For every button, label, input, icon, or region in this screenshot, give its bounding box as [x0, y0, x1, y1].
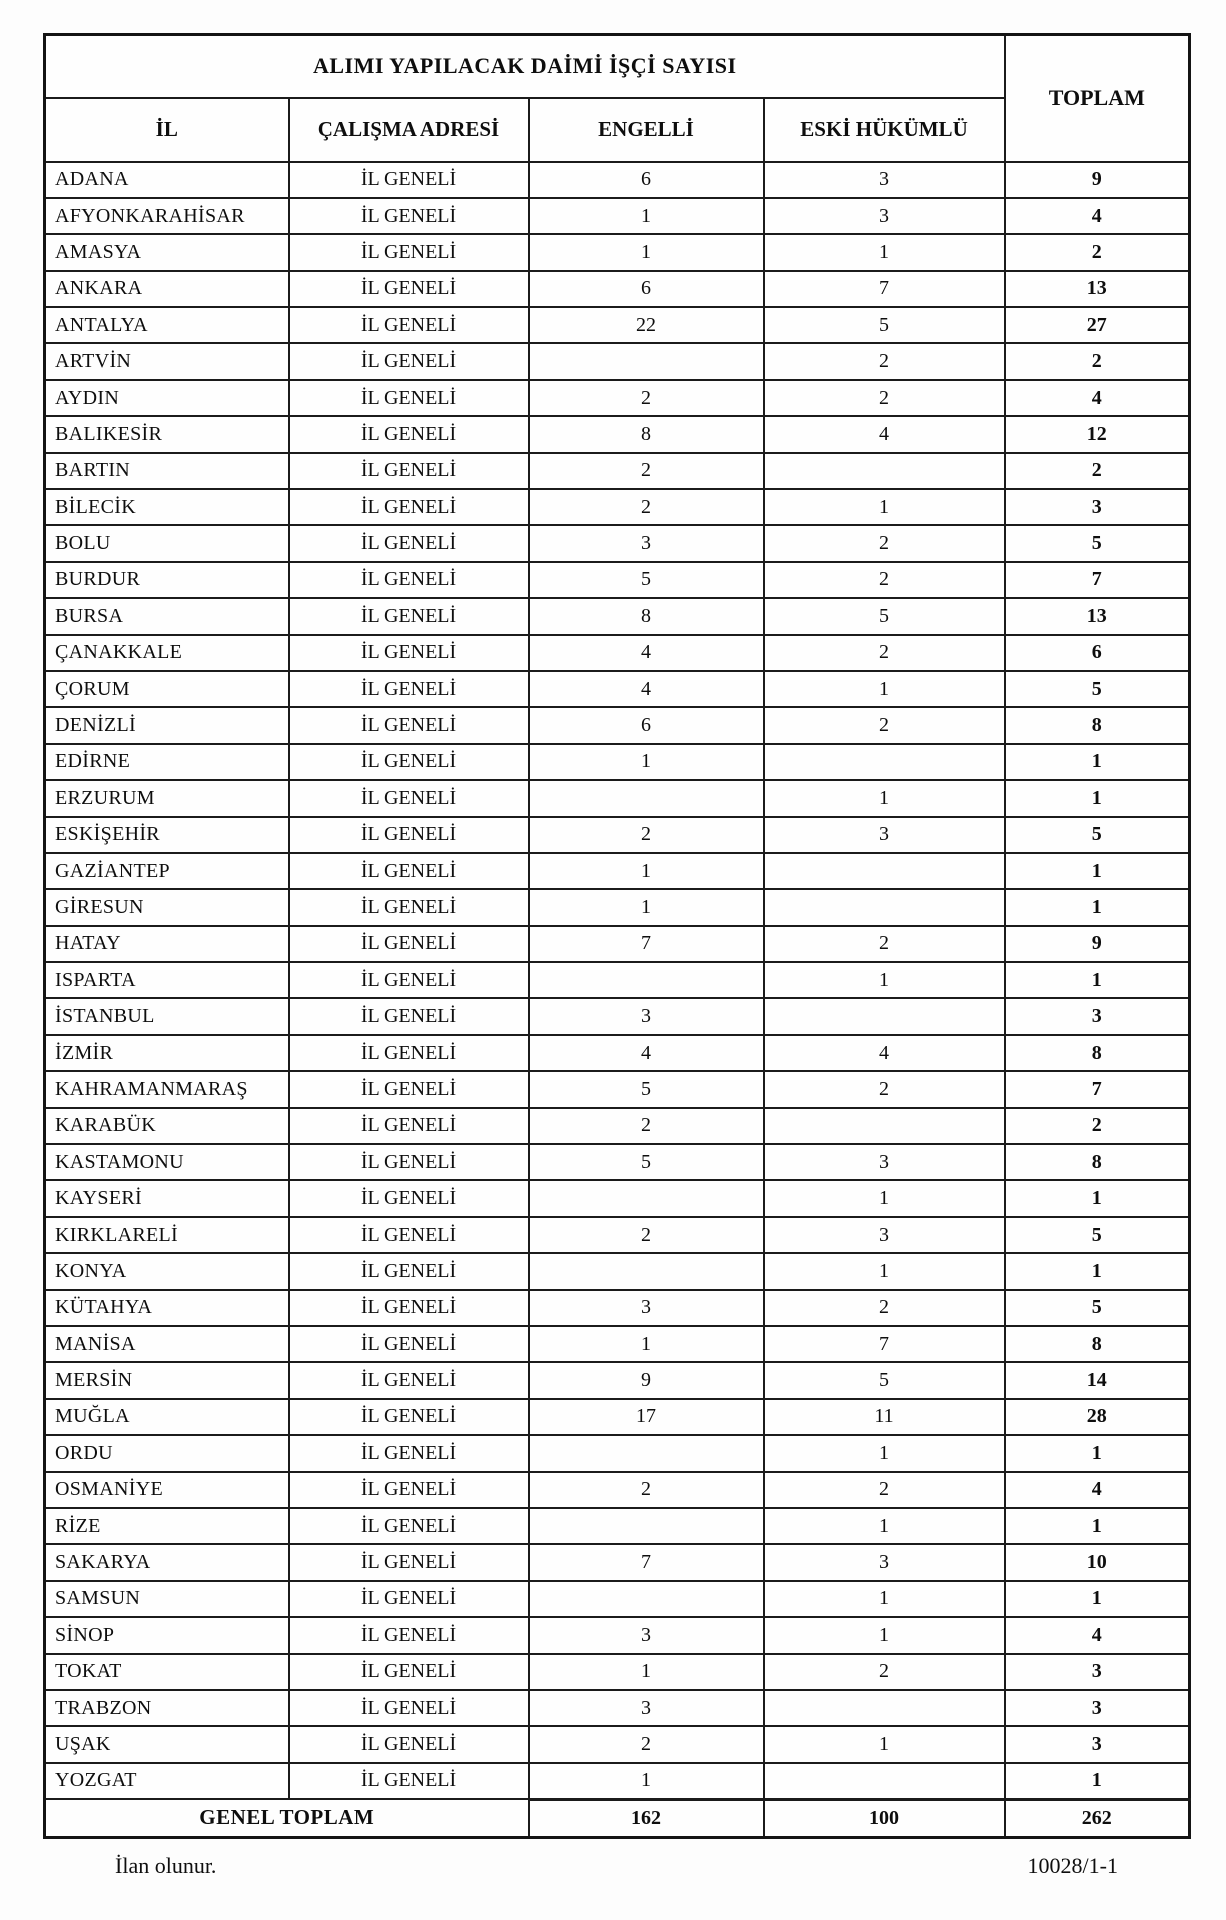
table-title: ALIMI YAPILACAK DAİMİ İŞÇİ SAYISI — [45, 35, 1005, 98]
cell-eski-hukumlu: 1 — [764, 1617, 1005, 1653]
cell-eski-hukumlu: 3 — [764, 162, 1005, 198]
cell-engelli: 2 — [529, 1472, 764, 1508]
cell-adres: İL GENELİ — [289, 162, 529, 198]
cell-adres: İL GENELİ — [289, 926, 529, 962]
cell-adres: İL GENELİ — [289, 598, 529, 634]
cell-toplam: 3 — [1005, 489, 1190, 525]
cell-il: ÇORUM — [45, 671, 289, 707]
cell-il: BURSA — [45, 598, 289, 634]
cell-adres: İL GENELİ — [289, 453, 529, 489]
table-row — [45, 1726, 1190, 1762]
table-row — [45, 635, 1190, 671]
cell-il: RİZE — [45, 1508, 289, 1544]
cell-engelli: 4 — [529, 671, 764, 707]
table-row — [45, 1071, 1190, 1107]
cell-il: AYDIN — [45, 380, 289, 416]
table-row — [45, 416, 1190, 452]
cell-toplam: 8 — [1005, 707, 1190, 743]
cell-adres: İL GENELİ — [289, 1581, 529, 1617]
cell-adres: İL GENELİ — [289, 525, 529, 561]
cell-toplam: 2 — [1005, 234, 1190, 270]
cell-il: ISPARTA — [45, 962, 289, 998]
cell-toplam: 8 — [1005, 1144, 1190, 1180]
cell-toplam: 4 — [1005, 1472, 1190, 1508]
cell-adres: İL GENELİ — [289, 817, 529, 853]
cell-toplam: 1 — [1005, 853, 1190, 889]
cell-engelli: 5 — [529, 562, 764, 598]
cell-adres: İL GENELİ — [289, 198, 529, 234]
table-row — [45, 1399, 1190, 1435]
cell-il: İSTANBUL — [45, 998, 289, 1034]
cell-eski-hukumlu: 1 — [764, 1435, 1005, 1471]
table-row — [45, 198, 1190, 234]
cell-engelli: 1 — [529, 853, 764, 889]
cell-engelli: 3 — [529, 998, 764, 1034]
footer-announcement-text: İlan olunur. — [115, 1853, 217, 1878]
cell-eski-hukumlu: 2 — [764, 562, 1005, 598]
cell-toplam: 1 — [1005, 1180, 1190, 1216]
cell-engelli: 1 — [529, 198, 764, 234]
cell-il: SAKARYA — [45, 1544, 289, 1580]
cell-adres: İL GENELİ — [289, 1217, 529, 1253]
cell-engelli: 3 — [529, 1617, 764, 1653]
cell-eski-hukumlu: 3 — [764, 817, 1005, 853]
table-row — [45, 1217, 1190, 1253]
page-footer — [43, 1848, 1188, 1884]
cell-toplam: 8 — [1005, 1326, 1190, 1362]
table-row — [45, 1290, 1190, 1326]
cell-il: HATAY — [45, 926, 289, 962]
cell-toplam: 1 — [1005, 1763, 1190, 1799]
cell-eski-hukumlu — [764, 453, 1005, 489]
cell-adres: İL GENELİ — [289, 780, 529, 816]
table-row — [45, 1144, 1190, 1180]
cell-il: YOZGAT — [45, 1763, 289, 1799]
cell-adres: İL GENELİ — [289, 307, 529, 343]
cell-eski-hukumlu: 1 — [764, 1726, 1005, 1762]
table-row — [45, 271, 1190, 307]
cell-adres: İL GENELİ — [289, 1508, 529, 1544]
cell-adres: İL GENELİ — [289, 343, 529, 379]
cell-toplam: 28 — [1005, 1399, 1190, 1435]
cell-toplam: 1 — [1005, 1253, 1190, 1289]
cell-il: GAZİANTEP — [45, 853, 289, 889]
cell-adres: İL GENELİ — [289, 1035, 529, 1071]
cell-eski-hukumlu: 2 — [764, 926, 1005, 962]
cell-engelli — [529, 1180, 764, 1216]
cell-engelli: 4 — [529, 1035, 764, 1071]
cell-adres: İL GENELİ — [289, 635, 529, 671]
table-row — [45, 744, 1190, 780]
cell-toplam: 1 — [1005, 962, 1190, 998]
table-row — [45, 343, 1190, 379]
table-row — [45, 1180, 1190, 1216]
cell-eski-hukumlu: 1 — [764, 489, 1005, 525]
cell-engelli: 1 — [529, 234, 764, 270]
cell-engelli: 6 — [529, 707, 764, 743]
cell-toplam: 1 — [1005, 780, 1190, 816]
cell-il: OSMANİYE — [45, 1472, 289, 1508]
cell-adres: İL GENELİ — [289, 562, 529, 598]
cell-adres: İL GENELİ — [289, 1180, 529, 1216]
cell-il: ERZURUM — [45, 780, 289, 816]
cell-toplam: 13 — [1005, 598, 1190, 634]
cell-toplam: 7 — [1005, 1071, 1190, 1107]
cell-adres: İL GENELİ — [289, 1544, 529, 1580]
cell-eski-hukumlu: 1 — [764, 780, 1005, 816]
cell-adres: İL GENELİ — [289, 1290, 529, 1326]
cell-eski-hukumlu: 2 — [764, 1071, 1005, 1107]
genel-toplam-label: GENEL TOPLAM — [45, 1799, 529, 1837]
cell-eski-hukumlu: 5 — [764, 307, 1005, 343]
genel-toplam-engelli: 162 — [529, 1799, 764, 1837]
cell-toplam: 5 — [1005, 1217, 1190, 1253]
cell-toplam: 5 — [1005, 817, 1190, 853]
cell-il: ANTALYA — [45, 307, 289, 343]
table-row — [45, 489, 1190, 525]
genel-toplam-eski-hukumlu: 100 — [764, 1799, 1005, 1837]
cell-engelli: 22 — [529, 307, 764, 343]
cell-toplam: 6 — [1005, 635, 1190, 671]
table-row — [45, 1326, 1190, 1362]
table-row — [45, 1617, 1190, 1653]
cell-toplam: 1 — [1005, 744, 1190, 780]
column-header-eski-hukumlu: ESKİ HÜKÜMLÜ — [764, 98, 1005, 162]
table-row — [45, 307, 1190, 343]
cell-engelli: 8 — [529, 598, 764, 634]
cell-eski-hukumlu: 2 — [764, 343, 1005, 379]
cell-adres: İL GENELİ — [289, 962, 529, 998]
cell-eski-hukumlu: 1 — [764, 962, 1005, 998]
cell-il: MANİSA — [45, 1326, 289, 1362]
cell-il: SAMSUN — [45, 1581, 289, 1617]
cell-engelli: 7 — [529, 1544, 764, 1580]
cell-toplam: 3 — [1005, 1690, 1190, 1726]
cell-toplam: 3 — [1005, 1726, 1190, 1762]
cell-eski-hukumlu: 2 — [764, 707, 1005, 743]
cell-toplam: 3 — [1005, 998, 1190, 1034]
worker-quota-table — [43, 33, 1191, 1839]
cell-il: BALIKESİR — [45, 416, 289, 452]
cell-toplam: 2 — [1005, 1108, 1190, 1144]
table-row — [45, 962, 1190, 998]
cell-il: BARTIN — [45, 453, 289, 489]
cell-il: KIRKLARELİ — [45, 1217, 289, 1253]
cell-engelli: 1 — [529, 889, 764, 925]
cell-adres: İL GENELİ — [289, 1144, 529, 1180]
table-row — [45, 380, 1190, 416]
cell-il: UŞAK — [45, 1726, 289, 1762]
cell-toplam: 5 — [1005, 671, 1190, 707]
cell-engelli: 2 — [529, 453, 764, 489]
cell-toplam: 2 — [1005, 453, 1190, 489]
cell-il: İZMİR — [45, 1035, 289, 1071]
cell-eski-hukumlu — [764, 853, 1005, 889]
table-row — [45, 598, 1190, 634]
cell-engelli: 9 — [529, 1362, 764, 1398]
cell-adres: İL GENELİ — [289, 1690, 529, 1726]
cell-il: KARABÜK — [45, 1108, 289, 1144]
cell-il: ÇANAKKALE — [45, 635, 289, 671]
cell-adres: İL GENELİ — [289, 1726, 529, 1762]
table-row — [45, 1435, 1190, 1471]
cell-engelli — [529, 343, 764, 379]
cell-il: EDİRNE — [45, 744, 289, 780]
cell-toplam: 14 — [1005, 1362, 1190, 1398]
cell-eski-hukumlu: 1 — [764, 671, 1005, 707]
cell-eski-hukumlu: 3 — [764, 1217, 1005, 1253]
cell-il: KÜTAHYA — [45, 1290, 289, 1326]
cell-engelli: 5 — [529, 1071, 764, 1107]
footer-reference-number: 10028/1-1 — [1027, 1853, 1118, 1878]
cell-engelli: 5 — [529, 1144, 764, 1180]
cell-engelli: 7 — [529, 926, 764, 962]
cell-toplam: 4 — [1005, 380, 1190, 416]
cell-adres: İL GENELİ — [289, 1654, 529, 1690]
cell-eski-hukumlu: 3 — [764, 1144, 1005, 1180]
cell-adres: İL GENELİ — [289, 853, 529, 889]
cell-engelli: 2 — [529, 817, 764, 853]
table-row — [45, 453, 1190, 489]
cell-engelli: 6 — [529, 162, 764, 198]
table-title-row — [45, 35, 1190, 98]
cell-il: BOLU — [45, 525, 289, 561]
cell-engelli — [529, 1508, 764, 1544]
cell-eski-hukumlu — [764, 998, 1005, 1034]
cell-eski-hukumlu: 2 — [764, 635, 1005, 671]
column-header-engelli: ENGELLİ — [529, 98, 764, 162]
cell-toplam: 27 — [1005, 307, 1190, 343]
cell-eski-hukumlu: 3 — [764, 198, 1005, 234]
cell-eski-hukumlu: 5 — [764, 1362, 1005, 1398]
cell-eski-hukumlu: 11 — [764, 1399, 1005, 1435]
table-body — [45, 162, 1190, 1800]
cell-eski-hukumlu: 4 — [764, 1035, 1005, 1071]
cell-adres: İL GENELİ — [289, 416, 529, 452]
cell-engelli: 1 — [529, 1654, 764, 1690]
cell-eski-hukumlu: 1 — [764, 234, 1005, 270]
column-header-toplam: TOPLAM — [1005, 35, 1190, 162]
cell-adres: İL GENELİ — [289, 1435, 529, 1471]
table-row — [45, 780, 1190, 816]
table-row — [45, 1763, 1190, 1799]
table-row — [45, 1581, 1190, 1617]
cell-toplam: 8 — [1005, 1035, 1190, 1071]
cell-adres: İL GENELİ — [289, 1108, 529, 1144]
cell-il: MERSİN — [45, 1362, 289, 1398]
cell-toplam: 10 — [1005, 1544, 1190, 1580]
cell-engelli — [529, 1253, 764, 1289]
cell-toplam: 4 — [1005, 1617, 1190, 1653]
cell-engelli: 1 — [529, 744, 764, 780]
cell-toplam: 1 — [1005, 1581, 1190, 1617]
cell-il: BURDUR — [45, 562, 289, 598]
cell-toplam: 7 — [1005, 562, 1190, 598]
cell-eski-hukumlu: 2 — [764, 1472, 1005, 1508]
cell-adres: İL GENELİ — [289, 380, 529, 416]
cell-adres: İL GENELİ — [289, 889, 529, 925]
table-row — [45, 1035, 1190, 1071]
cell-adres: İL GENELİ — [289, 1617, 529, 1653]
table-row — [45, 1362, 1190, 1398]
cell-eski-hukumlu — [764, 1108, 1005, 1144]
table-row — [45, 1472, 1190, 1508]
table-row — [45, 1108, 1190, 1144]
cell-toplam: 13 — [1005, 271, 1190, 307]
cell-engelli: 2 — [529, 1108, 764, 1144]
cell-toplam: 4 — [1005, 198, 1190, 234]
cell-il: ESKİŞEHİR — [45, 817, 289, 853]
table-row — [45, 162, 1190, 198]
table-row — [45, 1508, 1190, 1544]
cell-toplam: 1 — [1005, 889, 1190, 925]
cell-engelli: 3 — [529, 1290, 764, 1326]
table-row — [45, 562, 1190, 598]
cell-adres: İL GENELİ — [289, 1326, 529, 1362]
cell-engelli: 2 — [529, 1217, 764, 1253]
cell-il: KAHRAMANMARAŞ — [45, 1071, 289, 1107]
cell-eski-hukumlu: 5 — [764, 598, 1005, 634]
cell-toplam: 1 — [1005, 1435, 1190, 1471]
cell-il: GİRESUN — [45, 889, 289, 925]
table-row — [45, 926, 1190, 962]
cell-il: SİNOP — [45, 1617, 289, 1653]
cell-il: KAYSERİ — [45, 1180, 289, 1216]
column-header-calisma-adresi: ÇALIŞMA ADRESİ — [289, 98, 529, 162]
cell-il: KASTAMONU — [45, 1144, 289, 1180]
cell-engelli: 4 — [529, 635, 764, 671]
cell-il: TOKAT — [45, 1654, 289, 1690]
cell-engelli — [529, 962, 764, 998]
cell-il: AMASYA — [45, 234, 289, 270]
cell-eski-hukumlu: 7 — [764, 271, 1005, 307]
cell-engelli: 3 — [529, 1690, 764, 1726]
cell-eski-hukumlu: 1 — [764, 1180, 1005, 1216]
cell-toplam: 5 — [1005, 525, 1190, 561]
cell-engelli: 17 — [529, 1399, 764, 1435]
cell-adres: İL GENELİ — [289, 998, 529, 1034]
cell-eski-hukumlu: 2 — [764, 1290, 1005, 1326]
cell-il: MUĞLA — [45, 1399, 289, 1435]
cell-il: ADANA — [45, 162, 289, 198]
cell-eski-hukumlu: 3 — [764, 1544, 1005, 1580]
cell-il: BİLECİK — [45, 489, 289, 525]
cell-eski-hukumlu: 1 — [764, 1508, 1005, 1544]
table-row — [45, 525, 1190, 561]
genel-toplam-row — [45, 1799, 1190, 1837]
cell-engelli — [529, 1435, 764, 1471]
cell-adres: İL GENELİ — [289, 489, 529, 525]
cell-il: KONYA — [45, 1253, 289, 1289]
cell-eski-hukumlu — [764, 889, 1005, 925]
table-row — [45, 853, 1190, 889]
cell-adres: İL GENELİ — [289, 234, 529, 270]
cell-engelli — [529, 780, 764, 816]
table-row — [45, 234, 1190, 270]
cell-il: AFYONKARAHİSAR — [45, 198, 289, 234]
table-row — [45, 1253, 1190, 1289]
cell-eski-hukumlu: 1 — [764, 1581, 1005, 1617]
cell-engelli — [529, 1581, 764, 1617]
cell-il: TRABZON — [45, 1690, 289, 1726]
cell-eski-hukumlu: 2 — [764, 525, 1005, 561]
cell-toplam: 5 — [1005, 1290, 1190, 1326]
cell-engelli: 2 — [529, 1726, 764, 1762]
genel-toplam-total: 262 — [1005, 1799, 1190, 1837]
cell-eski-hukumlu — [764, 744, 1005, 780]
cell-toplam: 2 — [1005, 343, 1190, 379]
cell-engelli: 2 — [529, 380, 764, 416]
cell-eski-hukumlu: 4 — [764, 416, 1005, 452]
cell-adres: İL GENELİ — [289, 1763, 529, 1799]
cell-adres: İL GENELİ — [289, 1362, 529, 1398]
cell-il: ORDU — [45, 1435, 289, 1471]
table-row — [45, 1690, 1190, 1726]
cell-engelli: 6 — [529, 271, 764, 307]
cell-toplam: 1 — [1005, 1508, 1190, 1544]
cell-adres: İL GENELİ — [289, 707, 529, 743]
table-row — [45, 707, 1190, 743]
table-row — [45, 998, 1190, 1034]
cell-engelli: 3 — [529, 525, 764, 561]
table-row — [45, 817, 1190, 853]
cell-adres: İL GENELİ — [289, 1399, 529, 1435]
cell-adres: İL GENELİ — [289, 271, 529, 307]
cell-eski-hukumlu — [764, 1763, 1005, 1799]
cell-il: ANKARA — [45, 271, 289, 307]
cell-toplam: 9 — [1005, 162, 1190, 198]
cell-il: ARTVİN — [45, 343, 289, 379]
cell-engelli: 8 — [529, 416, 764, 452]
cell-adres: İL GENELİ — [289, 671, 529, 707]
cell-toplam: 3 — [1005, 1654, 1190, 1690]
cell-engelli: 2 — [529, 489, 764, 525]
cell-eski-hukumlu: 1 — [764, 1253, 1005, 1289]
cell-engelli: 1 — [529, 1326, 764, 1362]
table-row — [45, 1544, 1190, 1580]
column-header-il: İL — [45, 98, 289, 162]
cell-adres: İL GENELİ — [289, 1472, 529, 1508]
cell-toplam: 12 — [1005, 416, 1190, 452]
cell-eski-hukumlu: 2 — [764, 1654, 1005, 1690]
cell-eski-hukumlu — [764, 1690, 1005, 1726]
table-row — [45, 671, 1190, 707]
cell-eski-hukumlu: 2 — [764, 380, 1005, 416]
cell-adres: İL GENELİ — [289, 744, 529, 780]
table-row — [45, 889, 1190, 925]
cell-adres: İL GENELİ — [289, 1071, 529, 1107]
cell-il: DENİZLİ — [45, 707, 289, 743]
cell-toplam: 9 — [1005, 926, 1190, 962]
table-row — [45, 1654, 1190, 1690]
cell-engelli: 1 — [529, 1763, 764, 1799]
cell-eski-hukumlu: 7 — [764, 1326, 1005, 1362]
cell-adres: İL GENELİ — [289, 1253, 529, 1289]
